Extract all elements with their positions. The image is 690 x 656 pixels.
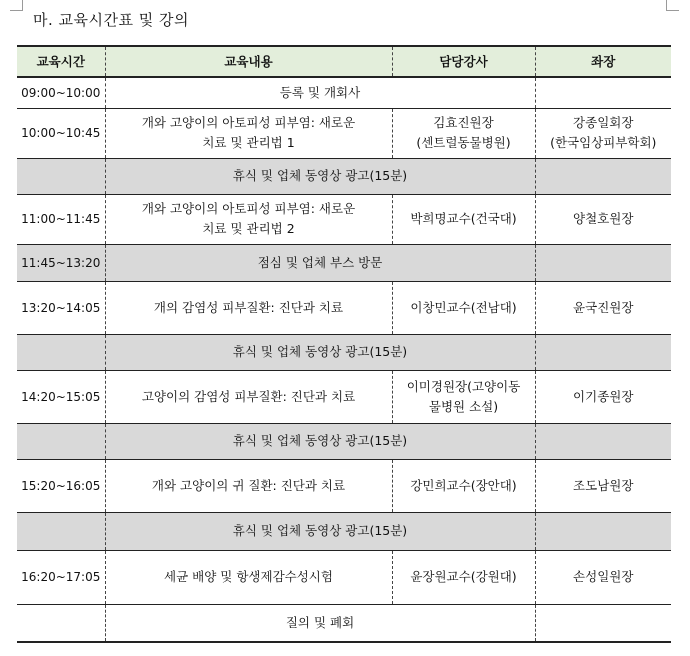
content-cell: [105, 334, 535, 370]
cell-text-line: 휴식 및 업체 동영상 광고(15분): [232, 344, 408, 359]
time-cell: [17, 512, 105, 550]
content-cell: [105, 423, 535, 459]
time-cell: [17, 423, 105, 459]
table-row: [17, 77, 671, 108]
header-instructor: 담당강사: [392, 46, 535, 77]
content-cell: [105, 108, 392, 158]
content-cell: [105, 550, 392, 604]
chair-cell: [535, 108, 671, 158]
cell-text-line: 치료 및 관리법 1: [202, 135, 295, 150]
chair-cell: [535, 158, 671, 194]
time-cell: [17, 77, 105, 108]
content-cell: [105, 370, 392, 423]
cell-text-line: 09:00~10:00: [21, 85, 101, 100]
table-row: [17, 108, 671, 158]
chair-cell: [535, 281, 671, 334]
instructor-cell: [392, 108, 535, 158]
cell-text-line: 휴식 및 업체 동영상 광고(15분): [232, 433, 408, 448]
cell-text-line: 휴식 및 업체 동영상 광고(15분): [232, 168, 408, 183]
content-cell: [105, 512, 535, 550]
instructor-cell: [392, 370, 535, 423]
content-cell: [105, 194, 392, 244]
table-row: [17, 512, 671, 550]
cell-text-line: 강종일회장: [573, 115, 634, 130]
table-header-row: [17, 46, 671, 77]
schedule-table: [17, 45, 671, 643]
table-row: [17, 459, 671, 512]
table-row: [17, 334, 671, 370]
table-row: [17, 281, 671, 334]
cell-text-line: 물병원 소설): [428, 398, 499, 414]
cell-text-line: 이미경원장(고양이동: [406, 378, 521, 394]
table-row: [17, 194, 671, 244]
content-cell: [105, 77, 535, 108]
cell-text-line: 11:45~13:20: [21, 255, 101, 270]
cell-text-line: 15:20~16:05: [21, 478, 101, 493]
cell-text-line: 김효진원장: [433, 115, 494, 130]
cell-text-line: 개와 고양이의 아토피성 피부염: 새로운: [141, 115, 356, 130]
cell-text-line: 개의 감염성 피부질환: 진단과 치료: [153, 299, 344, 315]
content-cell: [105, 244, 535, 281]
time-cell: [17, 158, 105, 194]
instructor-cell: [392, 550, 535, 604]
table-row: [17, 423, 671, 459]
cell-text-line: 질의 및 폐회: [285, 614, 355, 630]
chair-cell: [535, 512, 671, 550]
content-cell: [105, 158, 535, 194]
cell-text-line: 이기종원장: [573, 388, 634, 404]
chair-cell: [535, 244, 671, 281]
cell-text-line: (센트럴동물병원): [416, 135, 511, 150]
cell-text-line: 치료 및 관리법 2: [202, 221, 295, 236]
cell-text-line: 양철호원장: [573, 211, 634, 226]
page-corner-mark-right: [666, 0, 679, 11]
time-cell: [17, 281, 105, 334]
chair-cell: [535, 194, 671, 244]
cell-text-line: 고양이의 감염성 피부질환: 진단과 치료: [141, 388, 356, 404]
time-cell: [17, 244, 105, 281]
cell-text-line: 윤국진원장: [573, 299, 634, 315]
table-row: [17, 550, 671, 604]
cell-text-line: 휴식 및 업체 동영상 광고(15분): [232, 523, 408, 538]
chair-cell: [535, 77, 671, 108]
chair-cell: [535, 334, 671, 370]
cell-text-line: 손성일원장: [573, 569, 634, 584]
table-row: [17, 158, 671, 194]
time-cell: [17, 550, 105, 604]
cell-text-line: 개와 고양이의 귀 질환: 진단과 치료: [151, 477, 346, 493]
section-title: 마. 교육시간표 및 강의: [33, 11, 189, 29]
time-cell: [17, 370, 105, 423]
cell-text-line: 11:00~11:45: [21, 212, 101, 226]
time-cell: [17, 334, 105, 370]
instructor-cell: [392, 281, 535, 334]
cell-text-line: (한국임상피부학회): [550, 135, 657, 150]
content-cell: [105, 604, 535, 642]
chair-cell: [535, 459, 671, 512]
cell-text-line: 강민희교수(장안대): [410, 477, 517, 493]
page-corner-mark-left: [10, 0, 23, 11]
cell-text-line: 10:00~10:45: [21, 126, 101, 140]
cell-text-line: 점심 및 업체 부스 방문: [257, 254, 383, 270]
cell-text-line: 박희명교수(건국대): [410, 211, 517, 226]
cell-text-line: 조도남원장: [573, 477, 634, 493]
time-cell: [17, 108, 105, 158]
cell-text-line: 등록 및 개회사: [279, 84, 361, 100]
table-row: [17, 370, 671, 423]
content-cell: [105, 459, 392, 512]
header-chair: 좌장: [535, 46, 671, 77]
time-cell: [17, 459, 105, 512]
instructor-cell: [392, 459, 535, 512]
instructor-cell: [392, 194, 535, 244]
cell-text-line: 13:20~14:05: [21, 300, 101, 315]
chair-cell: [535, 423, 671, 459]
chair-cell: [535, 604, 671, 642]
cell-text-line: 16:20~17:05: [21, 570, 101, 584]
cell-text-line: 윤장원교수(강원대): [410, 569, 517, 584]
content-cell: [105, 281, 392, 334]
cell-text-line: 세균 배양 및 항생제감수성시험: [164, 569, 333, 584]
header-content: 교육내용: [105, 46, 392, 77]
chair-cell: [535, 550, 671, 604]
header-time: 교육시간: [17, 46, 105, 77]
chair-cell: [535, 370, 671, 423]
time-cell: [17, 604, 105, 642]
cell-text-line: 14:20~15:05: [21, 389, 101, 404]
time-cell: [17, 194, 105, 244]
cell-text-line: 이창민교수(전남대): [410, 299, 517, 315]
table-row: [17, 244, 671, 281]
table-row: [17, 604, 671, 642]
cell-text-line: 개와 고양이의 아토피성 피부염: 새로운: [141, 201, 356, 216]
